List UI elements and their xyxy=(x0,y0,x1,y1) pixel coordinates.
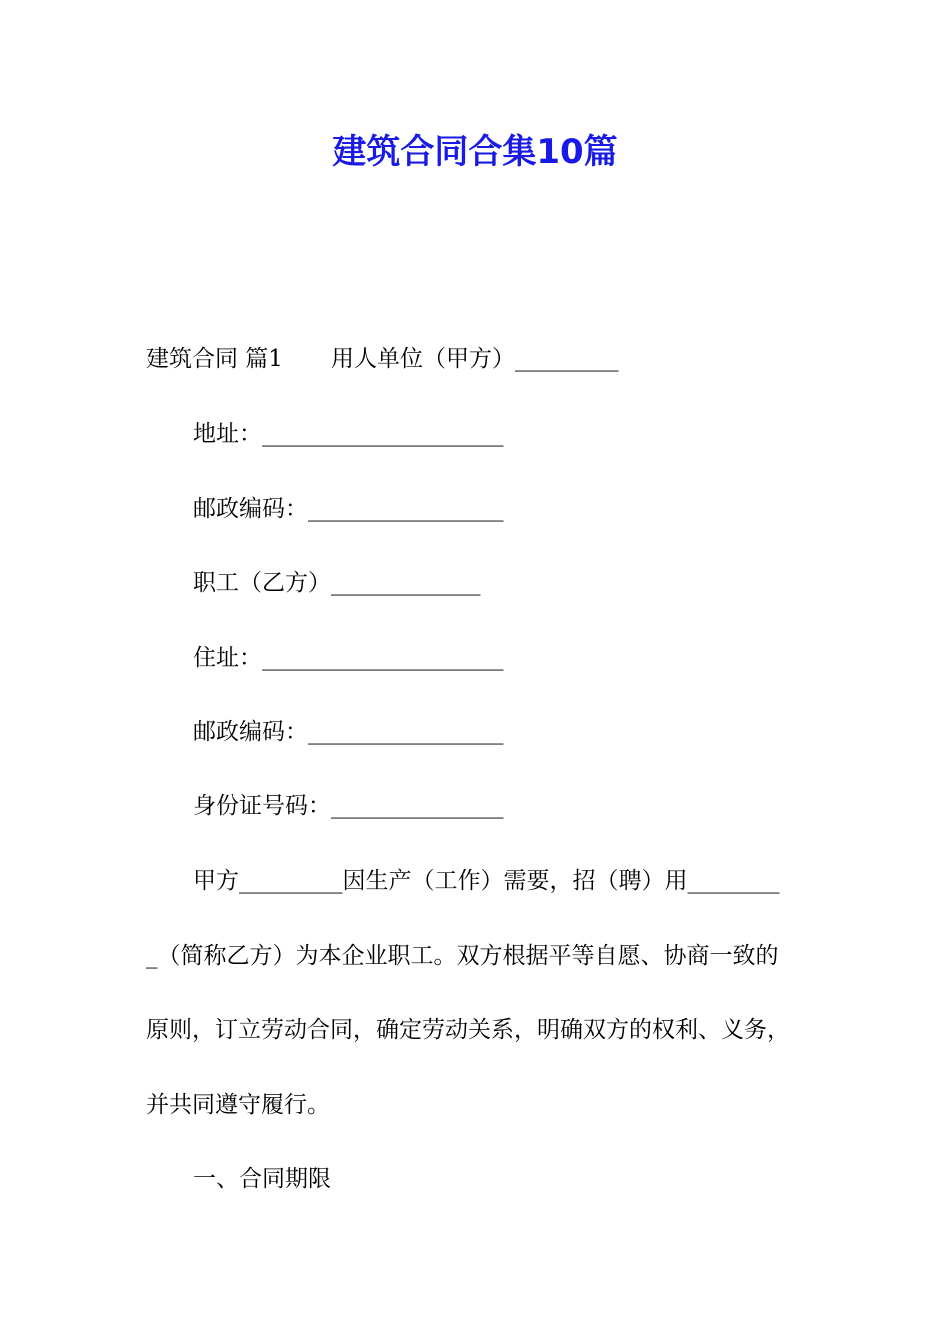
contract-section-heading: 建筑合同 篇1 xyxy=(146,346,283,372)
employer-address-field: 地址：_____________________ xyxy=(193,421,504,447)
section-heading: 一、合同期限 xyxy=(193,1166,331,1192)
id-number-field: 身份证号码：_______________ xyxy=(193,793,504,819)
employee-field: 职工（乙方）_____________ xyxy=(193,570,481,596)
paragraph-line: 原则，订立劳动合同，确定劳动关系，明确双方的权利、义务， xyxy=(146,1017,790,1043)
paragraph-line: _（简称乙方）为本企业职工。双方根据平等自愿、协商一致的 xyxy=(146,943,779,969)
employee-address-field: 住址：_____________________ xyxy=(193,645,504,671)
employer-postcode-field: 邮政编码：_________________ xyxy=(193,496,504,522)
employee-postcode-field: 邮政编码：_________________ xyxy=(193,719,504,745)
document-title: 建筑合同合集10篇 xyxy=(332,132,618,172)
employer-field: 用人单位（甲方）_________ xyxy=(330,346,619,372)
contract-heading-line xyxy=(146,343,618,375)
paragraph-line: 并共同遵守履行。 xyxy=(146,1092,330,1118)
paragraph-line: 甲方_________因生产（工作）需要，招（聘）用________ xyxy=(193,868,780,894)
